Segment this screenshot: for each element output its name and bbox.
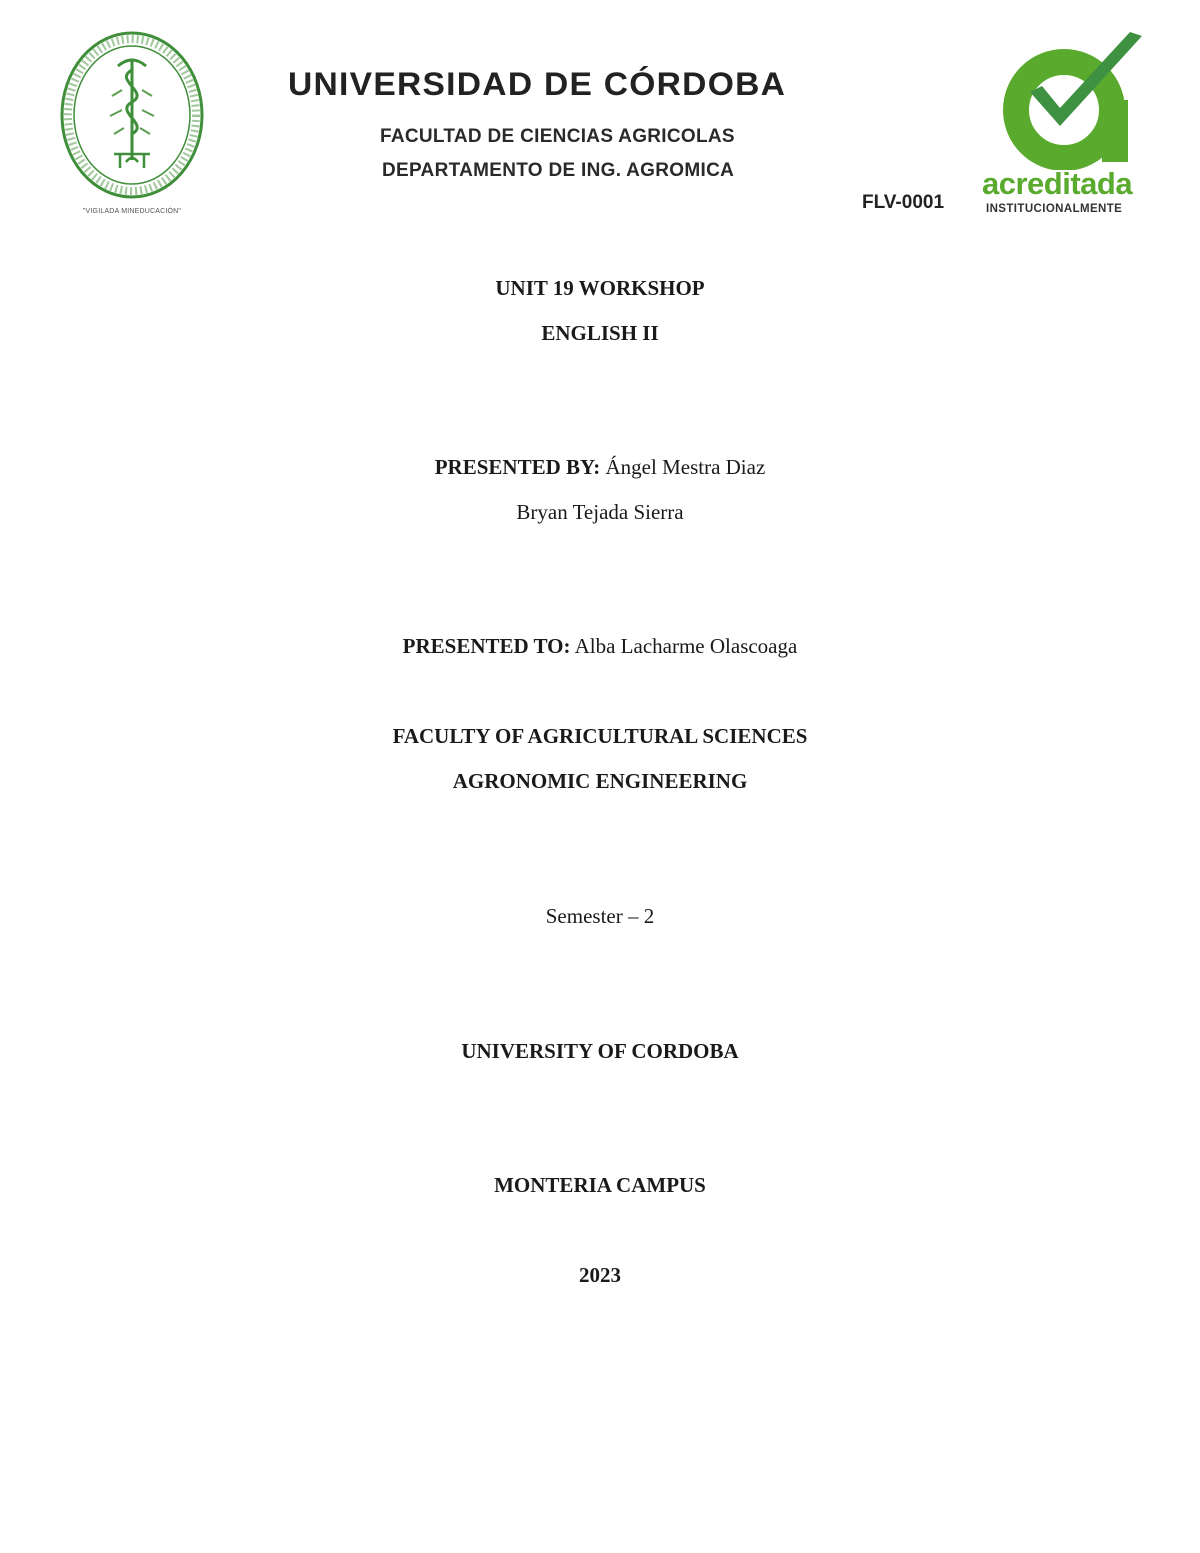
course-name: ENGLISH II bbox=[541, 321, 659, 345]
presented-by-label: PRESENTED BY: bbox=[434, 455, 601, 479]
accreditation-logo bbox=[980, 30, 1170, 230]
university-seal bbox=[58, 30, 206, 222]
presented-to-label: PRESENTED TO: bbox=[402, 634, 571, 658]
campus-name: MONTERIA CAMPUS bbox=[494, 1173, 706, 1197]
author-name: Bryan Tejada Sierra bbox=[516, 500, 684, 524]
workshop-title: UNIT 19 WORKSHOP bbox=[495, 276, 705, 300]
year: 2023 bbox=[579, 1263, 621, 1287]
seal-motto: "VIGILADA MINEDUCACIÓN" bbox=[82, 208, 182, 215]
faculty-name: FACULTY OF AGRICULTURAL SCIENCES bbox=[392, 724, 808, 748]
teacher-name: Alba Lacharme Olascoaga bbox=[574, 634, 798, 658]
university-seal-icon bbox=[58, 30, 206, 200]
faculty-heading: FACULTAD DE CIENCIAS AGRICOLAS bbox=[380, 126, 735, 147]
accreditation-subtitle: INSTITUCIONALMENTE bbox=[986, 203, 1123, 215]
semester: Semester – 2 bbox=[545, 904, 655, 928]
document-code: FLV-0001 bbox=[862, 192, 945, 213]
university-name: UNIVERSITY OF CORDOBA bbox=[461, 1039, 739, 1063]
letterhead bbox=[0, 0, 1200, 240]
accreditation-check-icon bbox=[1002, 30, 1148, 170]
university-name-heading: UNIVERSIDAD DE CÓRDOBA bbox=[288, 66, 787, 102]
accreditation-word: acreditada bbox=[982, 166, 1133, 201]
presented-to-line bbox=[0, 634, 1200, 659]
presented-by-line bbox=[0, 455, 1200, 480]
author-name: Ángel Mestra Diaz bbox=[605, 455, 766, 479]
department-heading: DEPARTAMENTO DE ING. AGROMICA bbox=[382, 160, 735, 181]
program-name: AGRONOMIC ENGINEERING bbox=[452, 769, 748, 793]
